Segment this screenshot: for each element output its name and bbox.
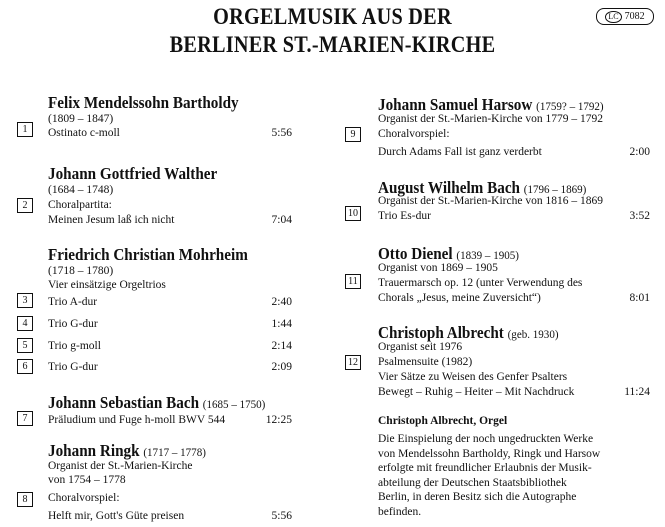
track-title: Durch Adams Fall ist ganz verderbt bbox=[378, 146, 542, 158]
track-row bbox=[378, 146, 650, 159]
composer-dates: (1718 – 1780) bbox=[48, 265, 114, 277]
track-duration: 1:44 bbox=[271, 318, 292, 330]
track-row bbox=[48, 127, 292, 140]
track-row bbox=[48, 318, 292, 331]
composer-mendelssohn: Felix Mendelssohn Bartholdy bbox=[48, 93, 239, 112]
track-row bbox=[378, 210, 650, 223]
work-heading: Vier einsätzige Orgeltrios bbox=[48, 279, 166, 291]
work-heading: Choralvorspiel: bbox=[378, 128, 450, 140]
track-number: 9 bbox=[345, 127, 361, 142]
track-title: Trio G-dur bbox=[48, 318, 98, 330]
track-number: 5 bbox=[17, 338, 33, 353]
track-number: 3 bbox=[17, 293, 33, 308]
track-title: Präludium und Fuge h-moll BWV 544 bbox=[48, 414, 226, 426]
composer-awbach: August Wilhelm Bach (1796 – 1869) bbox=[378, 178, 587, 197]
track-number: 2 bbox=[17, 198, 33, 213]
composer-mohrheim: Friedrich Christian Mohrheim bbox=[48, 245, 248, 264]
liner-note bbox=[378, 432, 600, 519]
track-title: Meinen Jesum laß ich nicht bbox=[48, 214, 175, 226]
composer-info: Organist seit 1976 bbox=[378, 341, 463, 353]
track-duration: 5:56 bbox=[271, 510, 292, 522]
track-duration: 12:25 bbox=[265, 414, 292, 426]
track-duration: 2:40 bbox=[271, 296, 292, 308]
composer-dates: (1684 – 1748) bbox=[48, 184, 114, 196]
title-line-1: ORGELMUSIK AUS DER bbox=[213, 4, 452, 29]
track-title: Trio g-moll bbox=[48, 340, 101, 352]
track-title: Chorals „Jesus, meine Zuversicht“) bbox=[378, 292, 541, 304]
track-row bbox=[378, 292, 650, 305]
track-number: 10 bbox=[345, 206, 361, 221]
track-title: Helft mir, Gott's Güte preisen bbox=[48, 510, 185, 522]
track-duration: 7:04 bbox=[271, 214, 292, 226]
lc-mark: LC bbox=[605, 11, 621, 23]
track-number: 11 bbox=[345, 274, 361, 289]
track-title: Trio Es-dur bbox=[378, 210, 431, 222]
track-number: 12 bbox=[345, 355, 361, 370]
work-subheading: Vier Sätze zu Weisen des Genfer Psalters bbox=[378, 371, 568, 383]
label-code-badge bbox=[596, 8, 654, 25]
lc-number: 7082 bbox=[624, 11, 645, 22]
track-row bbox=[48, 361, 292, 374]
track-number: 4 bbox=[17, 316, 33, 331]
track-row bbox=[48, 340, 292, 353]
note-line: Die Einspielung der noch ungedruckten Werke bbox=[378, 433, 594, 445]
track-duration: 8:01 bbox=[629, 292, 650, 304]
note-line: abteilung der Deutschen Staatsbibliothek bbox=[378, 476, 567, 489]
track-title: Ostinato c-moll bbox=[48, 127, 120, 139]
composer-walther: Johann Gottfried Walther bbox=[48, 164, 218, 183]
composer-dienel: Otto Dienel (1839 – 1905) bbox=[378, 244, 519, 263]
track-duration: 2:00 bbox=[629, 146, 650, 158]
track-row bbox=[378, 386, 650, 399]
composer-albrecht: Christoph Albrecht (geb. 1930) bbox=[378, 323, 559, 342]
track-duration: 2:09 bbox=[271, 361, 292, 373]
track-duration: 11:24 bbox=[624, 386, 650, 398]
track-row bbox=[48, 296, 292, 309]
work-heading: Choralpartita: bbox=[48, 199, 112, 211]
track-number: 7 bbox=[17, 411, 33, 426]
performer-credit: Christoph Albrecht, Orgel bbox=[378, 415, 508, 427]
note-line: befinden. bbox=[378, 505, 422, 518]
composer-info: Organist von 1869 – 1905 bbox=[378, 262, 498, 274]
composer-info: von 1754 – 1778 bbox=[48, 474, 126, 486]
work-heading: Psalmensuite (1982) bbox=[378, 356, 473, 368]
work-heading: Choralvorspiel: bbox=[48, 492, 120, 504]
track-number: 1 bbox=[17, 122, 33, 137]
track-duration: 3:52 bbox=[629, 210, 650, 222]
composer-info: Organist der St.-Marien-Kirche bbox=[48, 460, 193, 472]
track-duration: 2:14 bbox=[271, 340, 292, 352]
note-line: erfolgte mit freundlicher Erlaubnis der Musik- bbox=[378, 462, 592, 474]
track-row bbox=[48, 214, 292, 227]
track-row bbox=[48, 510, 292, 523]
composer-ringk: Johann Ringk (1717 – 1778) bbox=[48, 441, 206, 460]
track-row bbox=[48, 414, 292, 427]
track-number: 8 bbox=[17, 492, 33, 507]
note-line: von Mendelssohn Bartholdy, Ringk und Harsow bbox=[378, 447, 601, 460]
title-line-2: BERLINER ST.-MARIEN-KIRCHE bbox=[169, 32, 496, 57]
composer-harsow: Johann Samuel Harsow (1759? – 1792) bbox=[378, 95, 604, 114]
composer-jsbach: Johann Sebastian Bach (1685 – 1750) bbox=[48, 393, 266, 412]
track-title: Trio G-dur bbox=[48, 361, 98, 373]
track-duration: 5:56 bbox=[271, 127, 292, 139]
composer-dates: (1809 – 1847) bbox=[48, 113, 114, 125]
composer-info: Organist der St.-Marien-Kirche von 1779 – 1792 bbox=[378, 113, 603, 125]
work-heading: Trauermarsch op. 12 (unter Verwendung des bbox=[378, 277, 583, 289]
composer-info: Organist der St.-Marien-Kirche von 1816 – 1869 bbox=[378, 195, 603, 207]
track-title: Bewegt – Ruhig – Heiter – Mit Nachdruck bbox=[378, 386, 575, 398]
track-title: Trio A-dur bbox=[48, 296, 98, 308]
note-line: Berlin, in deren Besitz sich die Autographe bbox=[378, 491, 577, 503]
track-number: 6 bbox=[17, 359, 33, 374]
